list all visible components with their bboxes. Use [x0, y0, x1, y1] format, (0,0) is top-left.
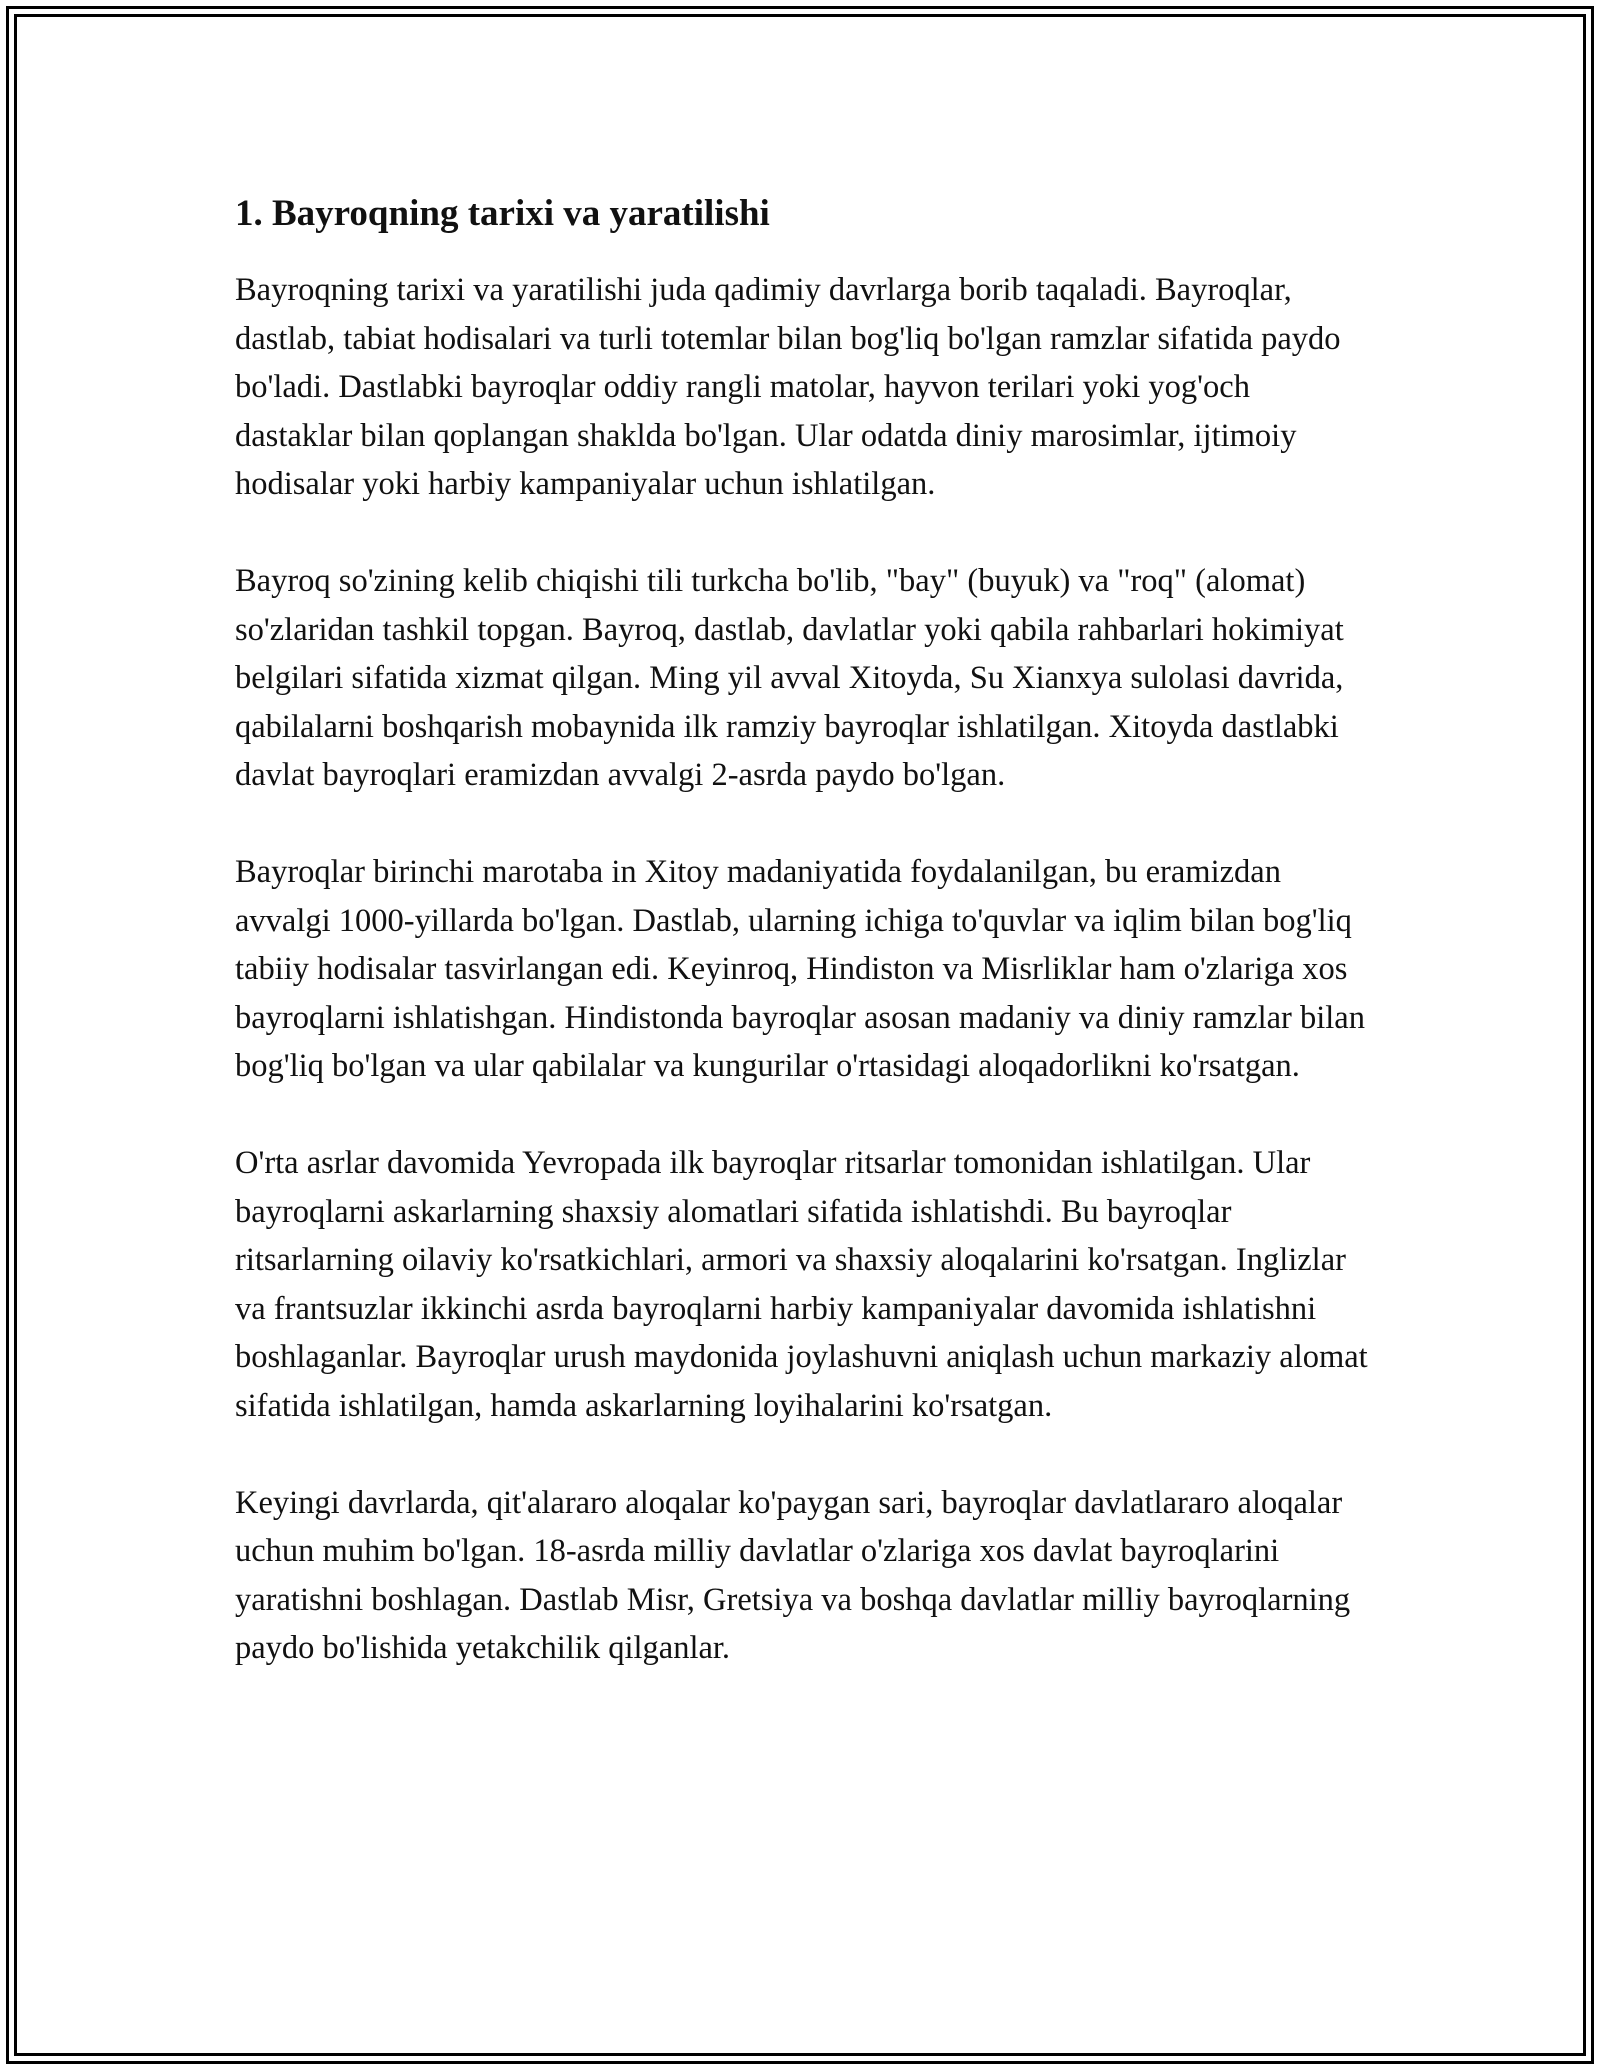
paragraph-1: Bayroqning tarixi va yaratilishi juda qadimiy davrlarga borib taqaladi. Bayroqlar, dastlab, tabiat hodisalari va turli totemlar bilan bog'liq bo'lgan ramzlar sifatida paydo bo'ladi. Dastlabki bayroqlar oddiy rangli matolar, hayvon terilari yoki yog'och dastaklar bilan qoplangan shaklda bo'lgan. Ular odatda diniy marosimlar, ijtimoiy hodisalar yoki harbiy kampaniyalar uchun ishlatilgan. — [235, 272, 1341, 502]
paragraph-2: Bayroq so'zining kelib chiqishi tili turkcha bo'lib, "bay" (buyuk) va "roq" (alomat) so'zlaridan tashkil topgan. Bayroq, dastlab, davlatlar yoki qabila rahbarlari hokimiyat belgilari sifatida xizmat qilgan. Ming yil avval Xitoyda, Su Xianxya sulolasi davrida, qabilalarni boshqarish mobaynida ilk ramziy bayroqlar ishlatilgan. Xitoyda dastlabki davlat bayroqlari eramizdan avvalgi 2-asrda paydo bo'lgan. — [235, 563, 1344, 793]
paragraph-5: Keyingi davrlarda, qit'alararo aloqalar ko'paygan sari, bayroqlar davlatlararo aloqalar uchun muhim bo'lgan. 18-asrda milliy davlatlar o'zlariga xos davlat bayroqlarini yaratishni boshlagan. Dastlab Misr, Gretsiya va boshqa davlatlar milliy bayroqlarning paydo bo'lishida yetakchilik qilganlar. — [235, 1484, 1351, 1666]
document-body — [235, 188, 1370, 1721]
paragraph-3: Bayroqlar birinchi marotaba in Xitoy madaniyatida foydalanilgan, bu eramizdan avvalgi 1000-yillarda bo'lgan. Dastlab, ularning ichiga to'quvlar va iqlim bilan bog'liq tabiiy hodisalar tasvirlangan edi. Keyinroq, Hindiston va Misrliklar ham o'zlariga xos bayroqlarni ishlatishgan. Hindistonda bayroqlar asosan madaniy va diniy ramzlar bilan bog'liq bo'lgan va ular qabilalar va kungurilar o'rtasidagi aloqadorlikni ko'rsatgan. — [235, 854, 1365, 1084]
paragraph-4: O'rta asrlar davomida Yevropada ilk bayroqlar ritsarlar tomonidan ishlatilgan. Ular bayroqlarni askarlarning shaxsiy alomatlari sifatida ishlatishdi. Bu bayroqlar ritsarlarning oilaviy ko'rsatkichlari, armori va shaxsiy aloqalarini ko'rsatgan. Inglizlar va frantsuzlar ikkinchi asrda bayroqlarni harbiy kampaniyalar davomida ishlatishni boshlaganlar. Bayroqlar urush maydonida joylashuvni aniqlash uchun markaziy alomat sifatida ishlatilgan, hamda askarlarning loyihalarini ko'rsatgan. — [235, 1145, 1368, 1424]
section-heading: 1. Bayroqning tarixi va yaratilishi — [235, 193, 770, 234]
